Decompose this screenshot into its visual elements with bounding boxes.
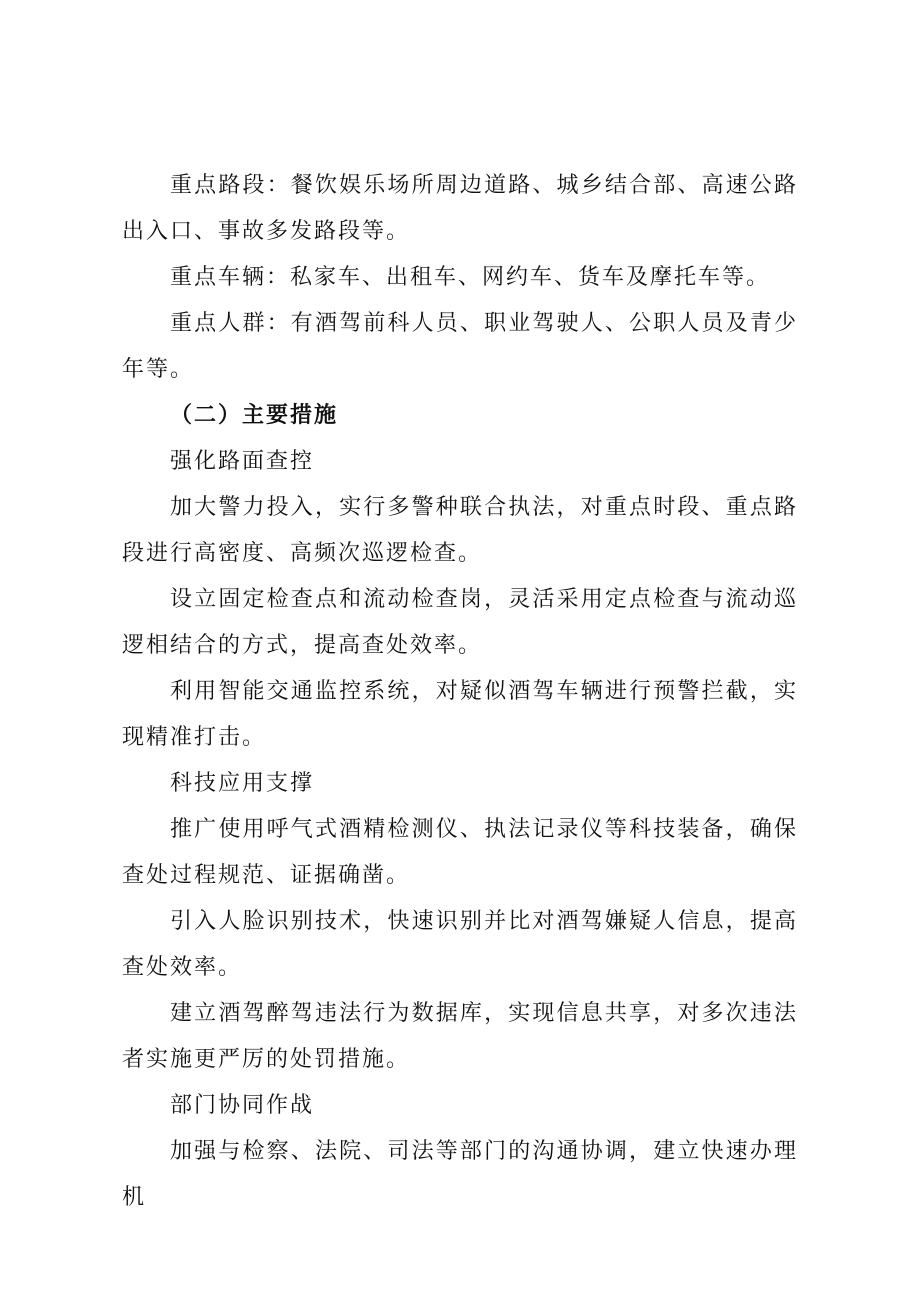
paragraph-checkpoints: 设立固定检查点和流动检查岗，灵活采用定点检查与流动巡逻相结合的方式，提高查处效率。: [122, 587, 798, 658]
paragraph-violation-database: 建立酒驾醉驾违法行为数据库，实现信息共享，对多次违法者实施更严厉的处罚措施。: [122, 1001, 798, 1072]
paragraph-smart-monitoring: 利用智能交通监控系统，对疑似酒驾车辆进行预警拦截，实现精准打击。: [122, 679, 798, 750]
section-heading-main-measures: （二）主要措施: [170, 403, 339, 428]
paragraph-inter-agency: 加强与检察、法院、司法等部门的沟通协调，建立快速办理机: [122, 1139, 798, 1210]
subheading-road-control: 强化路面查控: [170, 449, 315, 474]
paragraph-face-recognition: 引入人脸识别技术，快速识别并比对酒驾嫌疑人信息，提高查处效率。: [122, 909, 798, 980]
paragraph-detection-equipment: 推广使用呼气式酒精检测仪、执法记录仪等科技装备，确保查处过程规范、证据确凿。: [122, 817, 798, 888]
paragraph-key-road-sections: 重点路段：餐饮娱乐场所周边道路、城乡结合部、高速公路出入口、事故多发路段等。: [122, 173, 798, 244]
paragraph-key-groups: 重点人群：有酒驾前科人员、职业驾驶人、公职人员及青少年等。: [122, 311, 798, 382]
document-body: [122, 163, 798, 1221]
subheading-department-coordination: 部门协同作战: [170, 1093, 315, 1118]
subheading-tech-support: 科技应用支撑: [170, 771, 315, 796]
paragraph-key-vehicles: 重点车辆：私家车、出租车、网约车、货车及摩托车等。: [170, 265, 771, 290]
paragraph-police-deployment: 加大警力投入，实行多警种联合执法，对重点时段、重点路段进行高密度、高频次巡逻检查。: [122, 495, 798, 566]
